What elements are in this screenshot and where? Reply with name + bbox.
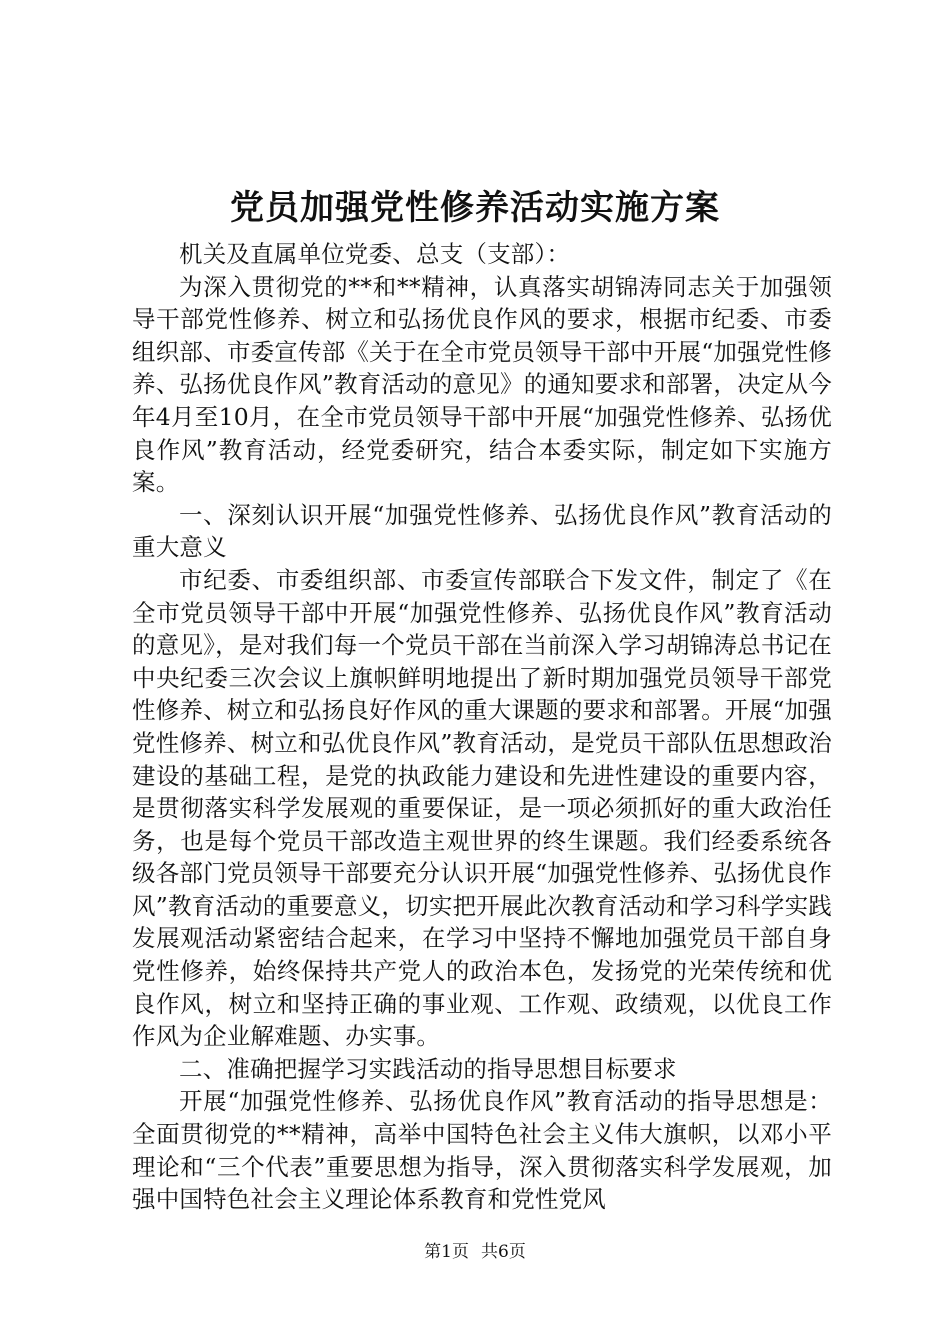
salutation-paragraph: 机关及直属单位党委、总支（支部）： [179, 240, 571, 268]
document-title: 党员加强党性修养活动实施方案 [230, 188, 720, 228]
section-heading-1: 一、深刻认识开展“加强党性修养、弘扬优良作风”教育活动的重大意义 [132, 500, 832, 562]
section-1-paragraph: 市纪委、市委组织部、市委宣传部联合下发文件，制定了《在全市党员领导干部中开展“加强党性修养、弘扬优良作风”教育活动的意见》，是对我们每一个党员干部在当前深入学习胡锦涛总书记在中央纪委三次会议上旗帜鲜明地提出了新时期加强党员领导干部党性修养、树立和弘扬良好作风的重大课题的要求和部署。开展“加强党性修养、树立和弘优良作风”教育活动，是党员干部队伍思想政治建设的基础工程，是党的执政能力建设和先进性建设的重要内容，是贯彻落实科学发展观的重要保证，是一项必须抓好的重大政治任务，也是每个党员干部改造主观世界的终生课题。我们经委系统各级各部门党员领导干部要充分认识开展“加强党性修养、弘扬优良作风”教育活动的重要意义，切实把开展此次教育活动和学习科学实践发展观活动紧密结合起来，在学习中坚持不懈地加强党员干部自身党性修养，始终保持共产党人的政治本色，发扬党的光荣传统和优良作风，树立和坚持正确的事业观、工作观、政绩观，以优良工作作风为企业解难题、办实事。 [132, 565, 832, 1051]
document-body [132, 238, 832, 1216]
intro-paragraph: 为深入贯彻党的**和**精神，认真落实胡锦涛同志关于加强领导干部党性修养、树立和弘扬优良作风的要求，根据市纪委、市委组织部、市委宣传部《关于在全市党员领导干部中开展“加强党性修养、弘扬优良作风”教育活动的意见》的通知要求和部署，决定从今年4月至10月，在全市党员领导干部中开展“加强党性修养、弘扬优良作风”教育活动，经党委研究，结合本委实际，制定如下实施方案。 [132, 272, 832, 497]
page-number: 第1页 [424, 1242, 469, 1262]
page-total: 共6页 [481, 1242, 526, 1262]
page-footer [0, 1240, 950, 1264]
section-2-paragraph: 开展“加强党性修养、弘扬优良作风”教育活动的指导思想是：全面贯彻党的**精神，高举中国特色社会主义伟大旗帜，以邓小平理论和“三个代表”重要思想为指导，深入贯彻落实科学发展观，加强中国特色社会主义理论体系教育和党性党风 [132, 1087, 832, 1214]
section-heading-2: 二、准确把握学习实践活动的指导思想目标要求 [179, 1054, 677, 1083]
